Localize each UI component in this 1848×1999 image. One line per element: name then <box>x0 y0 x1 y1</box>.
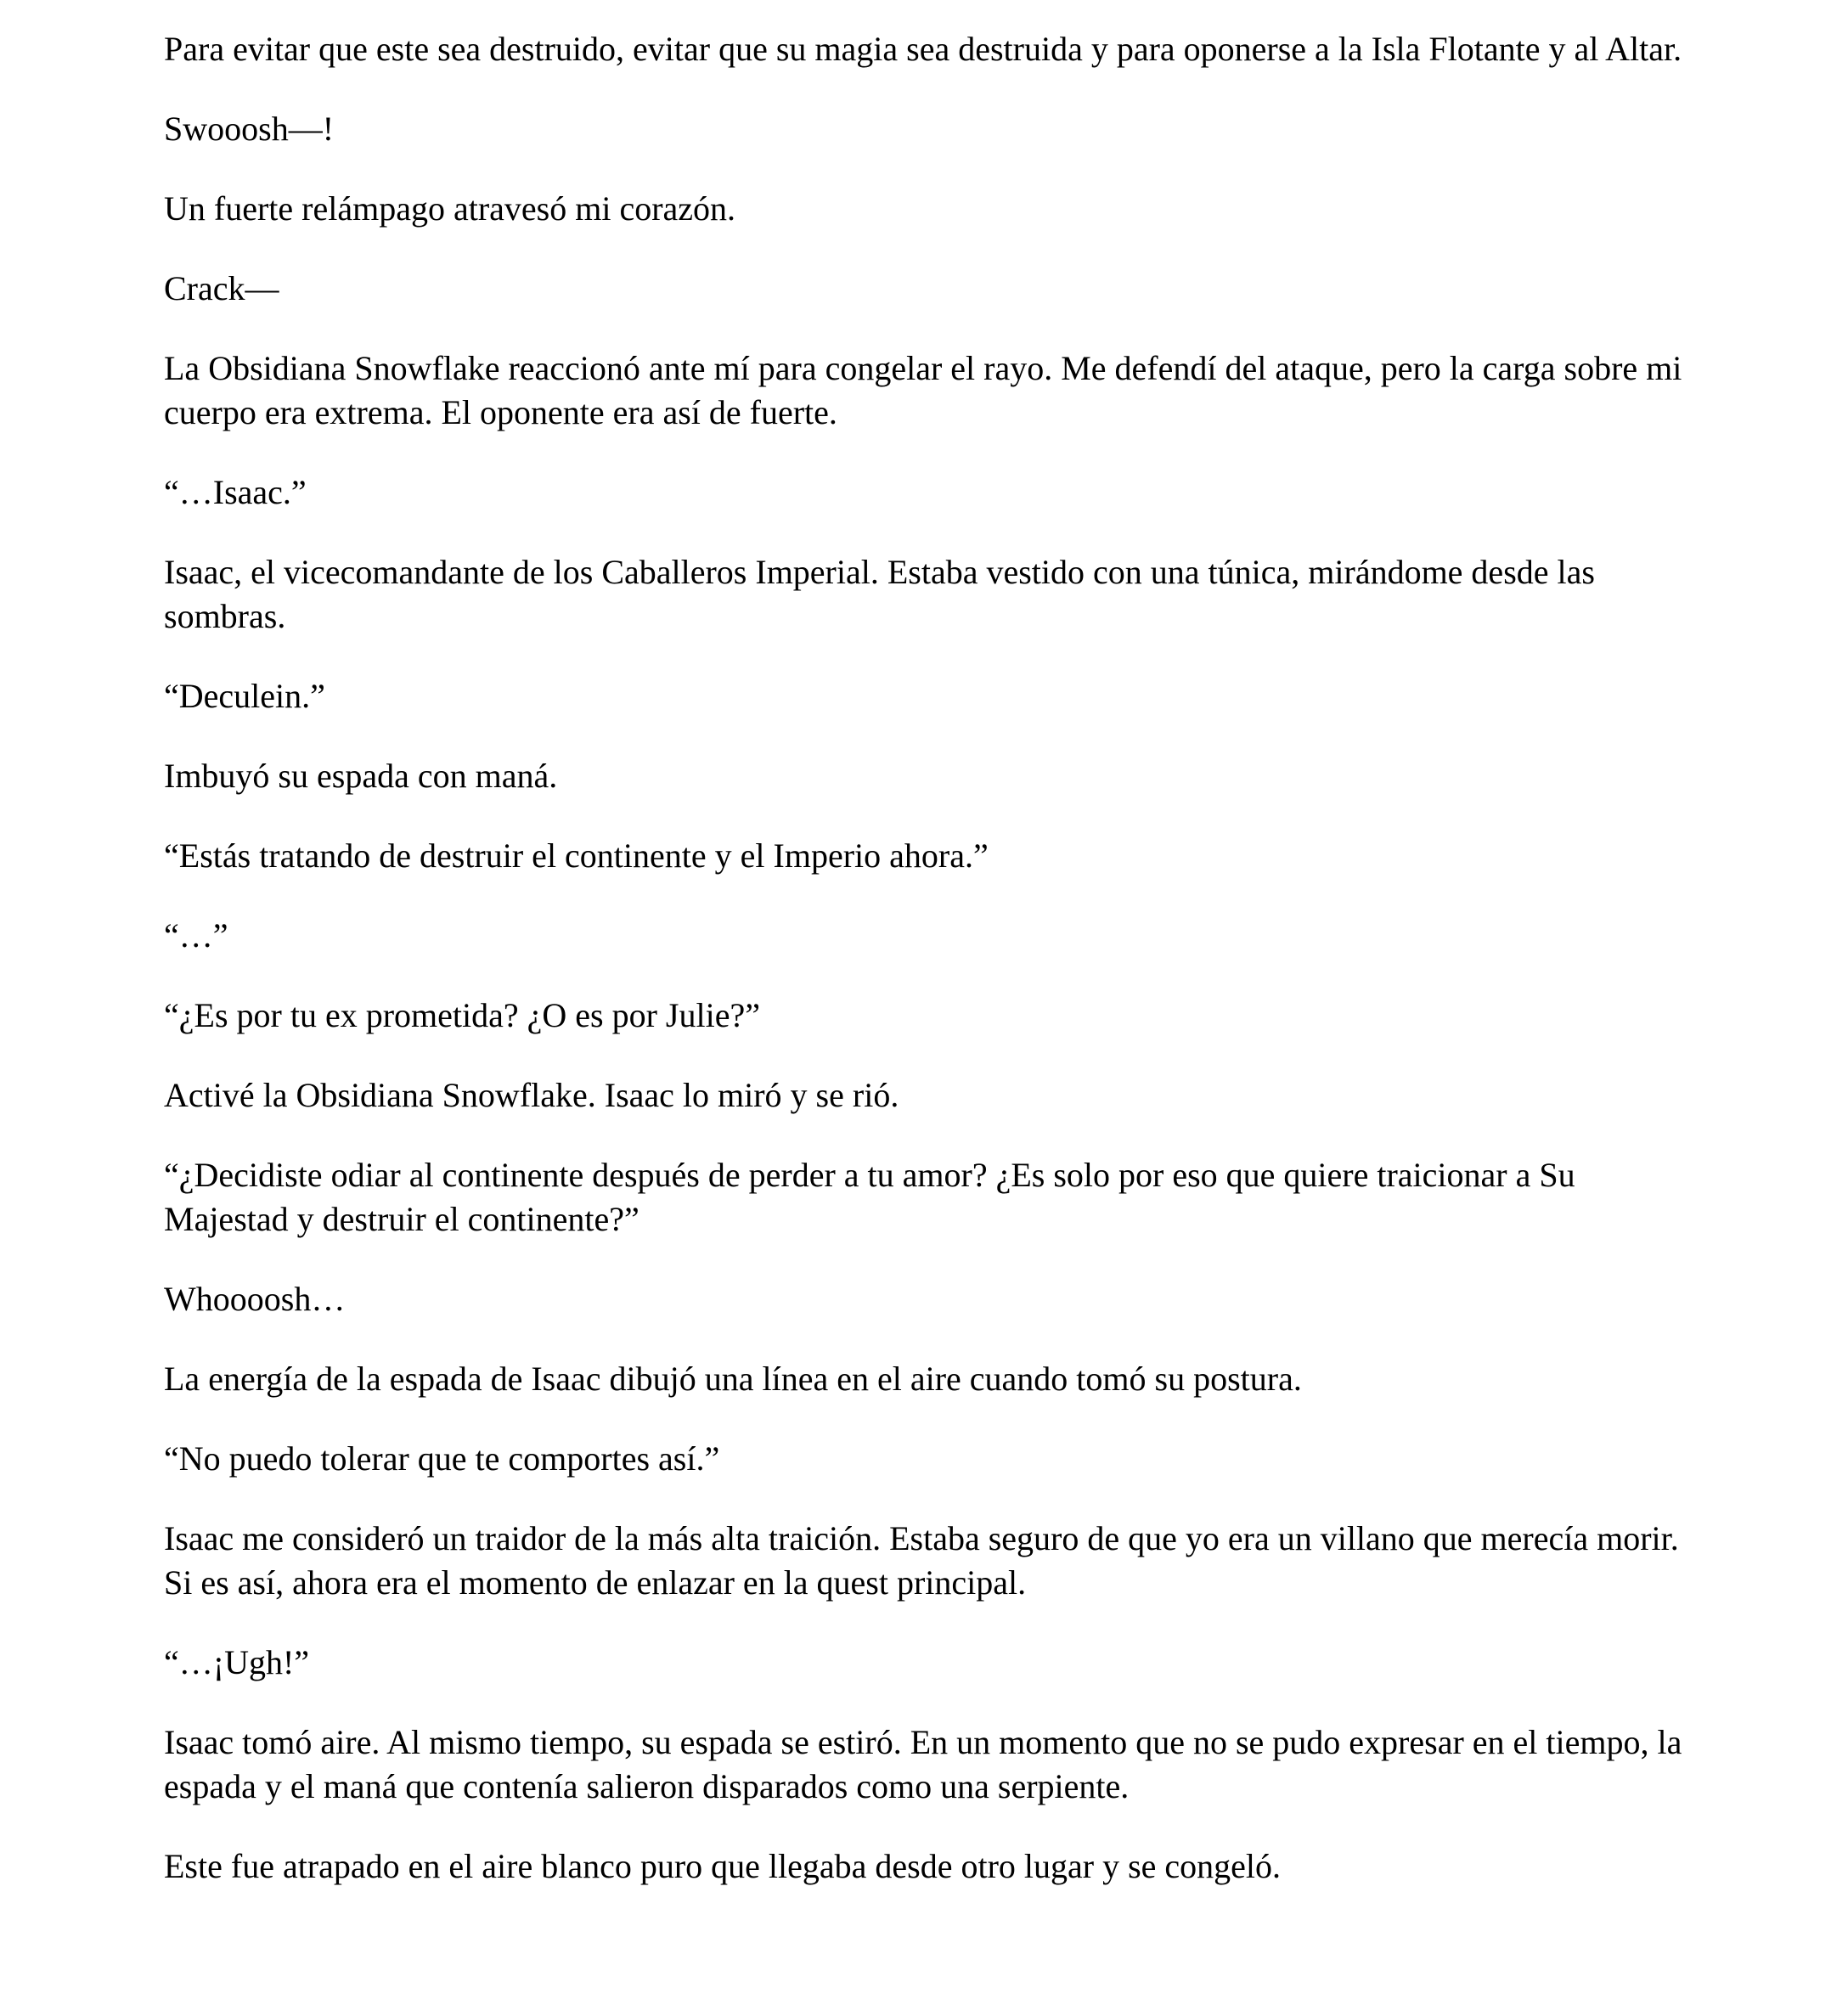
paragraph: “…” <box>164 916 228 954</box>
paragraph: Isaac, el vicecomandante de los Caballeros Imperial. Estaba vestido con una túnica, mirándome desde las sombras. <box>164 553 1595 635</box>
paragraph: La energía de la espada de Isaac dibujó una línea en el aire cuando tomó su postura. <box>164 1360 1302 1398</box>
paragraph: Isaac tomó aire. Al mismo tiempo, su espada se estiró. En un momento que no se pudo expresar en el tiempo, la espada y el maná que contenía salieron disparados como una serpiente. <box>164 1723 1682 1805</box>
paragraph: Imbuyó su espada con maná. <box>164 757 558 795</box>
paragraph: Para evitar que este sea destruido, evitar que su magia sea destruida y para oponerse a la Isla Flotante y al Altar. <box>164 30 1682 68</box>
paragraph: “…Isaac.” <box>164 473 307 511</box>
document-body <box>164 27 1693 1924</box>
paragraph: Un fuerte relámpago atravesó mi corazón. <box>164 189 736 228</box>
paragraph: Isaac me consideró un traidor de la más alta traición. Estaba seguro de que yo era un villano que merecía morir. Si es así, ahora era el momento de enlazar en la quest principal. <box>164 1519 1679 1602</box>
paragraph: “No puedo tolerar que te comportes así.” <box>164 1439 720 1478</box>
paragraph: La Obsidiana Snowflake reaccionó ante mí para congelar el rayo. Me defendí del ataque, pero la carga sobre mi cuerpo era extrema. El oponente era así de fuerte. <box>164 349 1682 431</box>
paragraph: Crack— <box>164 269 279 307</box>
paragraph: “¿Es por tu ex prometida? ¿O es por Julie?” <box>164 996 760 1034</box>
paragraph: Activé la Obsidiana Snowflake. Isaac lo miró y se rió. <box>164 1076 899 1114</box>
paragraph: Swooosh—! <box>164 110 335 148</box>
paragraph: “Estás tratando de destruir el continente y el Imperio ahora.” <box>164 836 989 875</box>
paragraph: Este fue atrapado en el aire blanco puro que llegaba desde otro lugar y se congeló. <box>164 1847 1282 1885</box>
paragraph: Whoooosh… <box>164 1280 346 1318</box>
paragraph: “…¡Ugh!” <box>164 1643 310 1681</box>
paragraph: “Deculein.” <box>164 677 325 715</box>
paragraph: “¿Decidiste odiar al continente después de perder a tu amor? ¿Es solo por eso que quiere traicionar a Su Majestad y destruir el continente?” <box>164 1156 1575 1238</box>
